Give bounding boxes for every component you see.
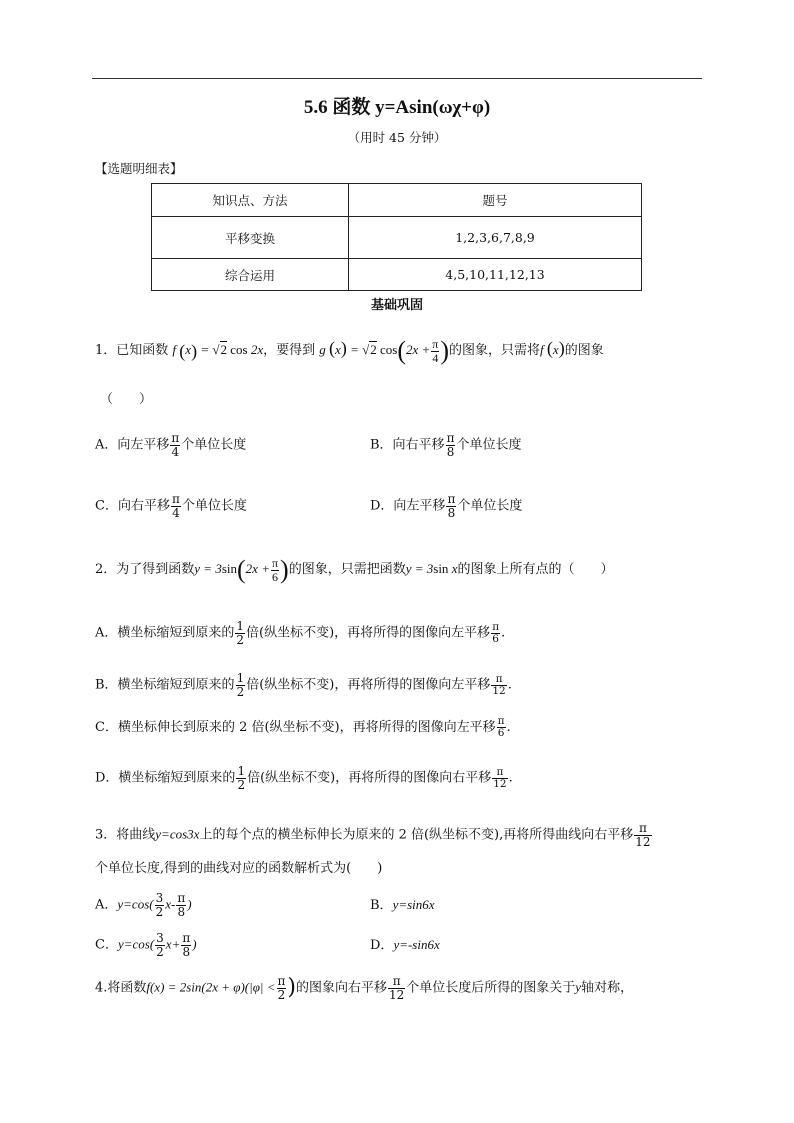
q2-option-d: D．横坐标缩短到原来的 $\frac{1}{2}$ 倍(纵坐标不变)，再将所得的图像向右平移 $\frac{\pi}{12}$ . [95,764,513,792]
header-rule [92,78,702,79]
q4-formula: f(x) = 2sin(2x + φ)( [146,979,250,995]
q2-prefix: 2．为了得到函数 [95,562,195,578]
page-title: 5.6 函数 y=Asin(ωχ+φ) [303,97,491,118]
table-header-cell: 题号 [349,184,642,217]
section-title: 基础巩固 [370,298,423,313]
q1-prefix: 1．已知函数 [95,343,169,359]
q3-line2: 个单位长度,得到的曲线对应的函数解析式为( ) [95,861,383,876]
q2-option-c: C．横坐标伸长到原来的 2 倍(纵坐标不变)，再将所得的图像向左平移 $\frac{\pi}{6}$ . [95,715,511,740]
q2-target-formula: y = 3sin(2x + $\frac{\pi}{6}$ ) [194,555,289,585]
table-section-label: 【选题明细表】 [95,161,183,176]
question-2-stem [95,557,613,583]
q3-option-a: A．y=cos( $\frac{3}{2}$ x- $\frac{\pi}{8}$ ) [95,891,192,919]
q1-option-c [95,493,247,519]
table-cell: 平移变换 [152,217,349,259]
table-cell: 4,5,10,11,12,13 [349,259,642,291]
q1-g-formula: g (x) = √2 cos(2x + $\frac{\pi}{4}$ ) [319,336,450,366]
option-fraction: $\frac{\pi}{8}$ [446,431,455,459]
q2-source-formula: y = 3sin x [405,561,458,577]
q2-option-a: A．横坐标缩短到原来的 $\frac{1}{2}$ 倍(纵坐标不变)，再将所得的图像向左平移 $\frac{\pi}{6}$ . [95,619,506,647]
q2-mid: 的图象，只需把函数 [288,562,406,578]
q1-f-formula: f (x) = √2 cos 2x [172,341,264,362]
option-fraction: $\frac{\pi}{8}$ [447,492,456,520]
table-header-cell: 知识点、方法 [152,184,349,217]
table-row [152,217,642,259]
table-cell: 1,2,3,6,7,8,9 [349,217,642,259]
option-unit: 个单位长度 [181,437,247,453]
option-label: D．向左平移 [370,498,446,514]
table-row [152,259,642,291]
q1-suffix: 的图象 [564,343,604,359]
option-label: B．向右平移 [370,437,445,453]
q3-curve: y=cos3x [155,826,200,842]
q1-mid2: 的图象，只需将 [449,343,541,359]
q1-f-ref: f (x) [540,338,565,359]
option-label: C．向右平移 [95,498,170,514]
table-cell: 综合运用 [152,259,349,291]
option-unit: 个单位长度 [181,498,247,514]
q3-option-c: C．y=cos( $\frac{3}{2}$ x+ $\frac{\pi}{8}$ ) [95,931,197,959]
option-fraction: $\frac{\pi}{4}$ [171,492,180,520]
option-unit: 个单位长度 [457,498,523,514]
option-fraction: $\frac{\pi}{4}$ [171,431,180,459]
table-header-row [152,184,642,217]
q2-suffix: 的图象上所有点的（ ） [457,562,614,578]
q1-paren: （ ） [100,392,153,407]
page-subtitle: （用时 45 分钟） [347,130,447,145]
option-label: A．向左平移 [95,437,170,453]
q3-option-d: D．y=-sin6x [370,937,440,953]
topic-table [151,183,642,291]
q2-option-b: B．横坐标缩短到原来的 $\frac{1}{2}$ 倍(纵坐标不变)，再将所得的图像向左平移 $\frac{\pi}{12}$ . [95,671,512,699]
question-4-stem: 4.将函数f(x) = 2sin(2x + φ)(|φ| < $\frac{\pi}{2}$ )的图象向右平移 $\frac{\pi}{12}$ 个单位长度后所得的图象关于y轴对称， [95,974,634,1002]
question-1-stem [95,338,604,364]
question-3-stem: 3．将曲线y=cos3x上的每个点的横坐标伸长为原来的 2 倍(纵坐标不变),再将所得曲线向右平移 $\frac{\pi}{12}$ [95,821,651,849]
q1-option-d [370,493,522,519]
q1-option-a [95,432,246,458]
q3-option-b: B．y=sin6x [370,897,435,913]
q1-mid1: ，要得到 [263,343,316,359]
q1-option-b [370,432,521,458]
option-unit: 个单位长度 [456,437,522,453]
